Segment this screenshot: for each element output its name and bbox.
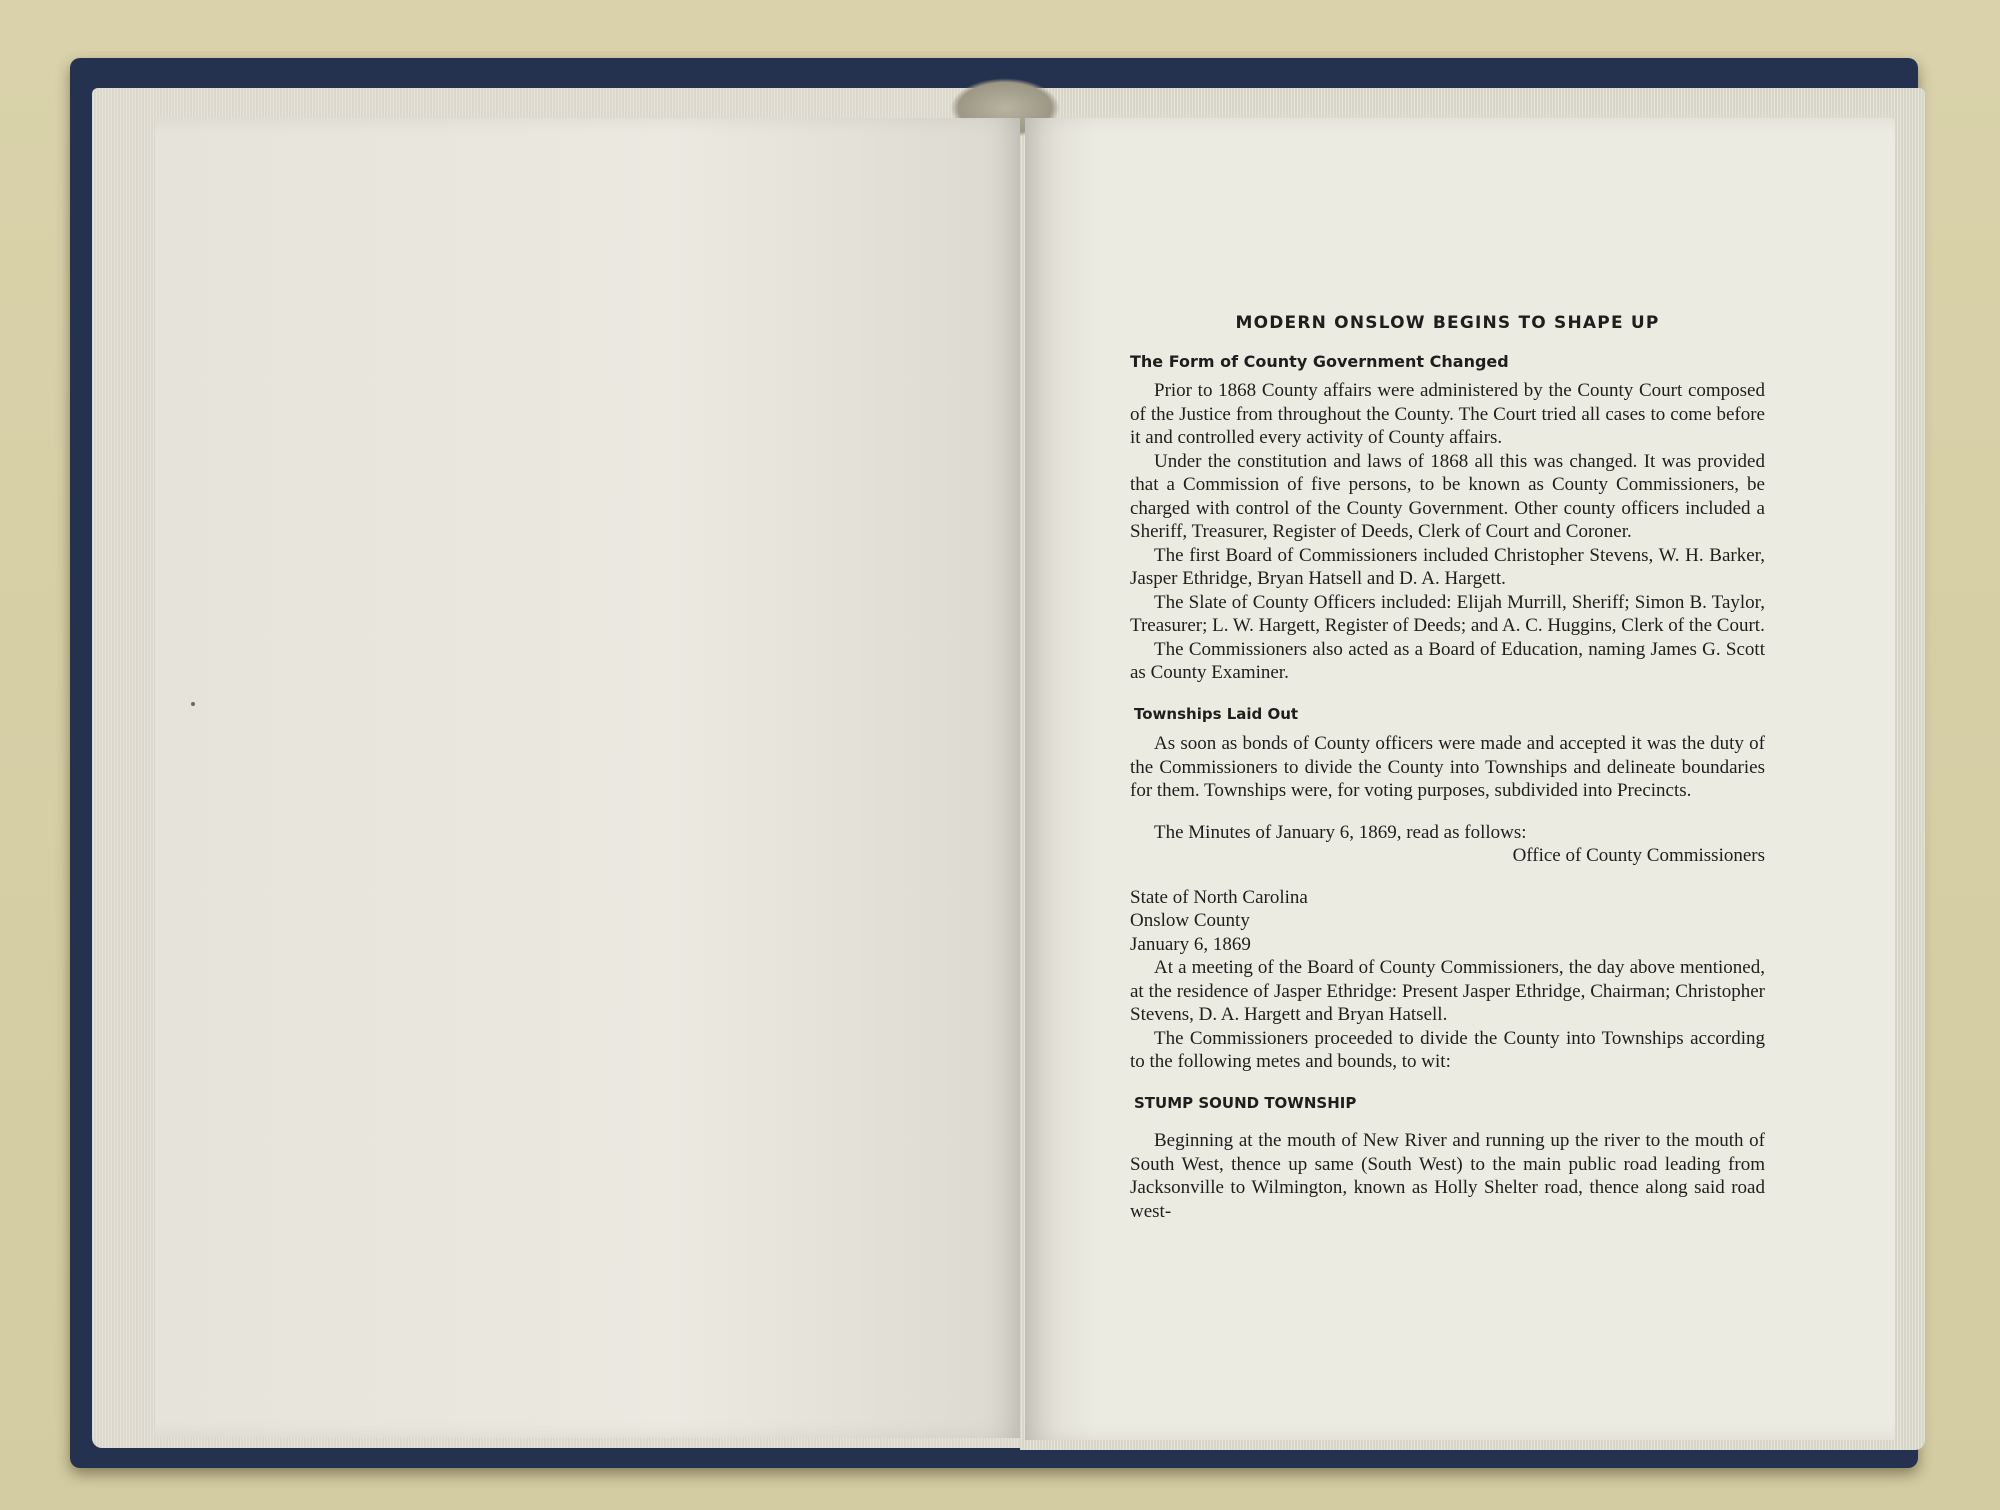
paragraph: The Minutes of January 6, 1869, read as follows: [1154, 821, 1527, 843]
paragraph: At a meeting of the Board of County Commissioners, the day above mentioned, at the residence of Jasper Ethridge: Present Jasper Ethridge, Chairman; Christopher Stevens, D. A. Hargett and Bryan Hatsell. [1130, 957, 1765, 1025]
state-line: State of North Carolina [1130, 886, 1308, 908]
chapter-heading: MODERN ONSLOW BEGINS TO SHAPE UP [1235, 313, 1660, 333]
section-title-townships: Townships Laid Out [1134, 704, 1299, 723]
right-page-text [1130, 312, 1765, 1223]
county-line: Onslow County [1130, 910, 1250, 931]
paragraph: The first Board of Commissioners included Christopher Stevens, W. H. Barker, Jasper Ethridge, Bryan Hatsell and D. A. Hargett. [1130, 544, 1765, 589]
paragraph: The Slate of County Officers included: Elijah Murrill, Sheriff; Simon B. Taylor, Treasurer; L. W. Hargett, Register of Deeds; and A. C. Huggins, Clerk of the Court. [1130, 591, 1765, 636]
paragraph: As soon as bonds of County officers were made and accepted it was the duty of the Commissioners to divide the County into Townships and delineate boundaries for them. Townships were, for voting purposes, subdivided into Precincts. [1130, 733, 1765, 801]
section-title-government: The Form of County Government Changed [1130, 351, 1509, 371]
section-title-stump-sound: STUMP SOUND TOWNSHIP [1134, 1093, 1357, 1112]
paragraph: The Commissioners also acted as a Board of Education, naming James G. Scott as County Examiner. [1130, 638, 1765, 683]
paragraph: Under the constitution and laws of 1868 all this was changed. It was provided that a Commission of five persons, to be known as County Commissioners, be charged with control of the County Government. Other county officers included a Sheriff, Treasurer, Register of Deeds, Clerk of Court and Coroner. [1130, 450, 1765, 542]
paragraph: Prior to 1868 County affairs were administered by the County Court composed of the Justice from throughout the County. The Court tried all cases to come before it and controlled every activity of County affairs. [1130, 380, 1765, 448]
office-line: Office of County Commissioners [1512, 845, 1765, 866]
paragraph: Beginning at the mouth of New River and running up the river to the mouth of South West, thence up same (South West) to the main public road leading from Jacksonville to Wilmington, known as Holly Shelter road, thence along said road west- [1130, 1130, 1765, 1222]
paragraph: The Commissioners proceeded to divide the County into Townships according to the following metes and bounds, to wit: [1130, 1027, 1765, 1072]
date-line: January 6, 1869 [1130, 933, 1251, 955]
left-page [155, 118, 1020, 1438]
page-speck [191, 702, 195, 706]
